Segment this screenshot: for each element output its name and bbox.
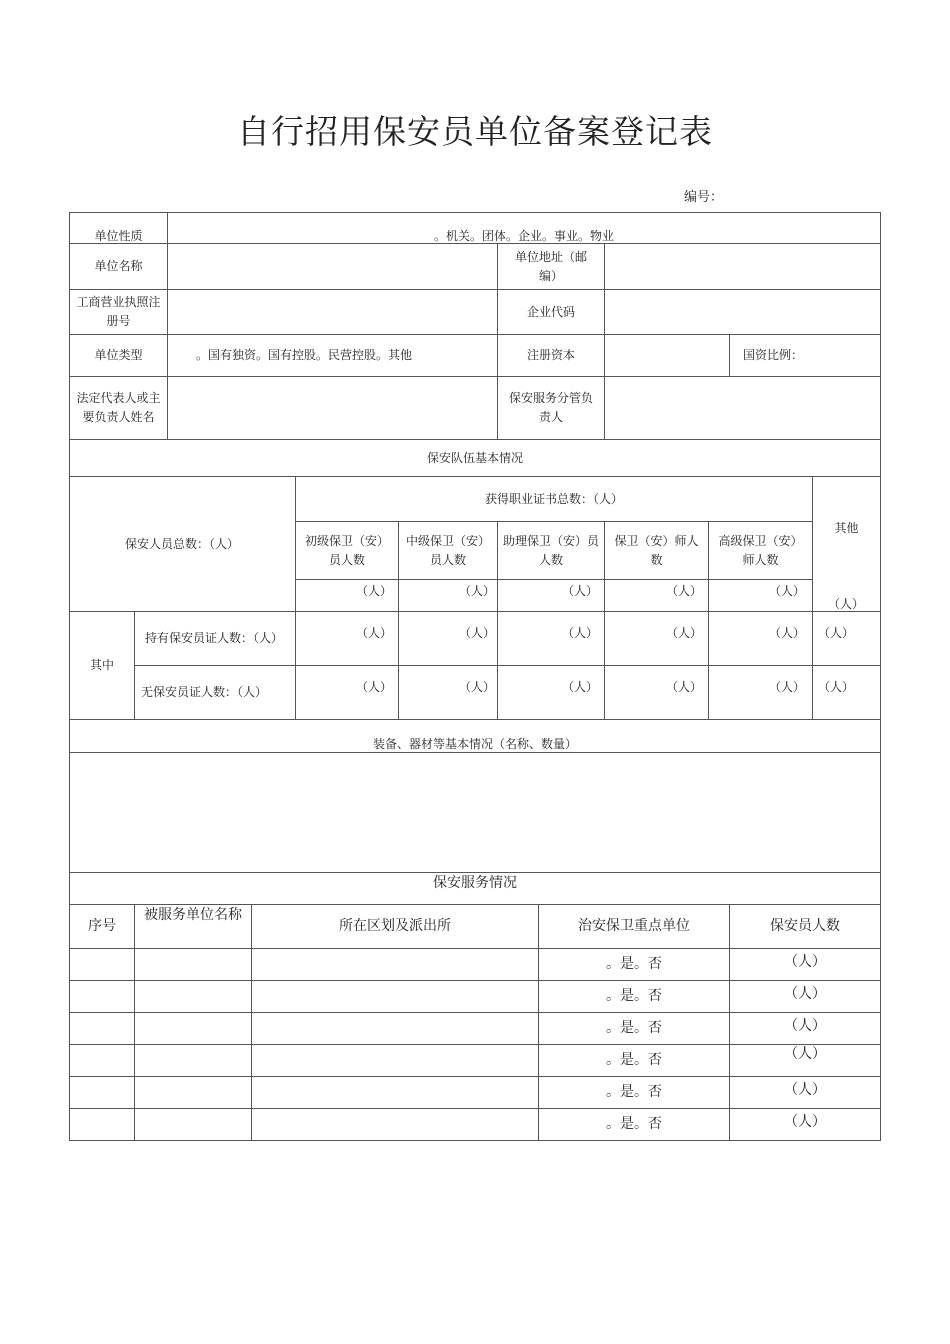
key-unit-options[interactable]: 。是。否	[606, 1052, 662, 1068]
guard-count-cell[interactable]: （人）	[784, 1113, 826, 1130]
unit-paren: （人）	[828, 597, 865, 611]
unit-nature-options[interactable]: 。机关。团体。企业。事业。物业	[433, 228, 614, 243]
key-unit-options[interactable]: 。是。否	[606, 1020, 662, 1036]
col-key-unit-header: 治安保卫重点单位	[578, 918, 690, 934]
team-section-title: 保安队伍基本情况	[426, 450, 523, 465]
key-unit-options[interactable]: 。是。否	[606, 956, 662, 972]
business-license-field[interactable]	[168, 290, 497, 334]
unit-name-label: 单位名称	[94, 259, 143, 273]
registered-capital-field[interactable]	[605, 335, 729, 376]
unit-nature-label: 单位性质	[94, 228, 143, 243]
level-2-label: 中级保卫（安）员人数	[405, 533, 490, 567]
unit-paren: （人）	[818, 680, 855, 694]
cert-total-label: 获得职业证书总数：（人）	[484, 491, 623, 506]
unit-name-field[interactable]	[168, 244, 497, 289]
col-guard-count-header: 保安员人数	[770, 918, 840, 934]
legal-representative-label: 法定代表人或主要负责人姓名	[76, 391, 161, 424]
unit-paren: （人）	[562, 584, 599, 598]
among-label: 其中	[89, 658, 114, 672]
unit-paren: （人）	[356, 680, 393, 694]
unit-paren: （人）	[666, 626, 703, 640]
level-5-label: 高级保卫（安）师人数	[718, 533, 803, 567]
enterprise-code-field[interactable]	[605, 290, 880, 334]
business-license-label: 工商营业执照注册号	[76, 295, 161, 328]
level-3-label: 助理保卫（安）员人数	[502, 533, 599, 567]
unit-paren: （人）	[356, 584, 393, 598]
unit-paren: （人）	[459, 626, 496, 640]
unit-type-options[interactable]: 。国有独资。国有控股。民营控股。其他	[196, 348, 413, 362]
equipment-section-title: 装备、器材等基本情况（名称、数量）	[372, 737, 577, 751]
unit-type-label: 单位类型	[94, 348, 143, 362]
unit-address-label: 单位地址（邮编）	[514, 249, 587, 283]
col-served-unit-header: 被服务单位名称	[144, 906, 242, 923]
unit-paren: （人）	[769, 584, 806, 598]
security-head-field[interactable]	[605, 377, 880, 439]
enterprise-code-label: 企业代码	[526, 304, 575, 319]
unit-paren: （人）	[562, 626, 599, 640]
other-label: 其他	[834, 520, 859, 535]
col-district-header: 所在区划及派出所	[339, 918, 451, 934]
equipment-field[interactable]	[70, 753, 880, 872]
legal-representative-field[interactable]	[168, 377, 497, 439]
key-unit-options[interactable]: 。是。否	[606, 1116, 662, 1132]
unit-paren: （人）	[769, 626, 806, 640]
unit-paren: （人）	[769, 680, 806, 694]
doc-number-label: 编号：	[684, 190, 724, 205]
with-cert-label: 持有保安员证人数：（人）	[145, 631, 284, 645]
level-1-label: 初级保卫（安）员人数	[304, 533, 389, 567]
guard-count-cell[interactable]: （人）	[784, 985, 826, 1002]
unit-paren: （人）	[666, 680, 703, 694]
total-guards-label: 保安人员总数：（人）	[125, 536, 240, 551]
key-unit-options[interactable]: 。是。否	[606, 1084, 662, 1100]
key-unit-options[interactable]: 。是。否	[606, 988, 662, 1004]
guard-count-cell[interactable]: （人）	[784, 1081, 826, 1098]
security-head-label: 保安服务分管负责人	[508, 391, 593, 424]
unit-paren: （人）	[356, 626, 393, 640]
unit-paren: （人）	[818, 626, 855, 640]
unit-address-field[interactable]	[605, 244, 880, 289]
unit-paren: （人）	[666, 584, 703, 598]
guard-count-cell[interactable]: （人）	[784, 1045, 826, 1062]
guard-count-cell[interactable]: （人）	[784, 953, 826, 970]
level-4-label: 保卫（安）师人数	[614, 533, 699, 567]
unit-paren: （人）	[459, 584, 496, 598]
form-title: 自行招用保安员单位备案登记表	[237, 112, 713, 151]
state-capital-ratio-label[interactable]: 国资比例：	[743, 348, 804, 362]
col-seq-header: 序号	[88, 918, 116, 934]
service-section-title: 保安服务情况	[433, 874, 517, 891]
registered-capital-label: 注册资本	[526, 348, 575, 362]
unit-paren: （人）	[562, 680, 599, 694]
without-cert-label: 无保安员证人数：（人）	[141, 685, 268, 699]
unit-paren: （人）	[459, 680, 496, 694]
guard-count-cell[interactable]: （人）	[784, 1017, 826, 1034]
